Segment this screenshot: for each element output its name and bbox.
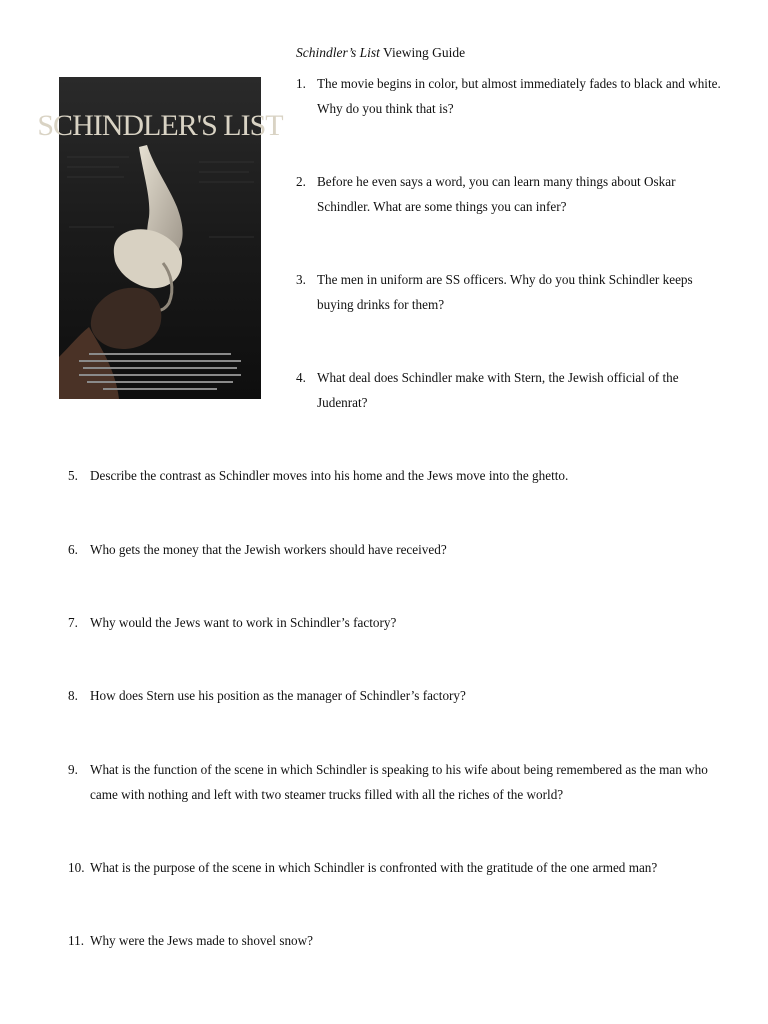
question-6 [68,538,728,563]
poster-artwork [37,77,283,399]
question-4 [296,366,726,415]
movie-poster-image [37,77,283,399]
question-2 [296,170,726,219]
question-text: What is the purpose of the scene in which Schindler is confronted with the gratitude of the one armed man? [90,860,658,875]
question-1 [296,72,726,121]
question-text: Before he even says a word, you can learn many things about Oskar Schindler. What are some things you can infer? [317,174,676,214]
question-text: The men in uniform are SS officers. Why do you think Schindler keeps buying drinks for them? [317,272,693,312]
question-number: 10. [68,860,85,875]
question-text: Why would the Jews want to work in Schindler’s factory? [90,615,397,630]
question-number: 2. [296,174,306,189]
question-number: 5. [68,468,78,483]
question-text: Why were the Jews made to shovel snow? [90,933,314,948]
question-text: The movie begins in color, but almost immediately fades to black and white. Why do you think that is? [317,76,721,116]
question-number: 6. [68,542,78,557]
question-number: 8. [68,688,78,703]
question-text: Who gets the money that the Jewish workers should have received? [90,542,447,557]
poster-title: SCHINDLER'S LIST [37,109,283,142]
question-text: Describe the contrast as Schindler moves into his home and the Jews move into the ghetto. [90,468,569,483]
question-number: 7. [68,615,78,630]
question-5 [68,464,728,489]
question-number: 3. [296,272,306,287]
question-10 [68,856,728,881]
question-number: 4. [296,370,306,385]
question-9 [68,758,728,807]
question-7 [68,611,728,636]
question-8 [68,684,728,709]
question-text: How does Stern use his position as the manager of Schindler’s factory? [90,688,466,703]
title-suffix: Viewing Guide [379,45,466,60]
question-number: 9. [68,762,78,777]
question-11 [68,929,728,954]
title-film-name: Schindler’s List [296,45,380,60]
question-3 [296,268,726,317]
question-text: What deal does Schindler make with Stern, the Jewish official of the Judenrat? [317,370,679,410]
question-text: What is the function of the scene in which Schindler is speaking to his wife about being remembered as the man who came with nothing and left with two steamer trucks filled with all the riches of the world? [90,762,708,802]
question-number: 11. [68,933,84,948]
question-number: 1. [296,76,306,91]
page-title [296,45,465,61]
